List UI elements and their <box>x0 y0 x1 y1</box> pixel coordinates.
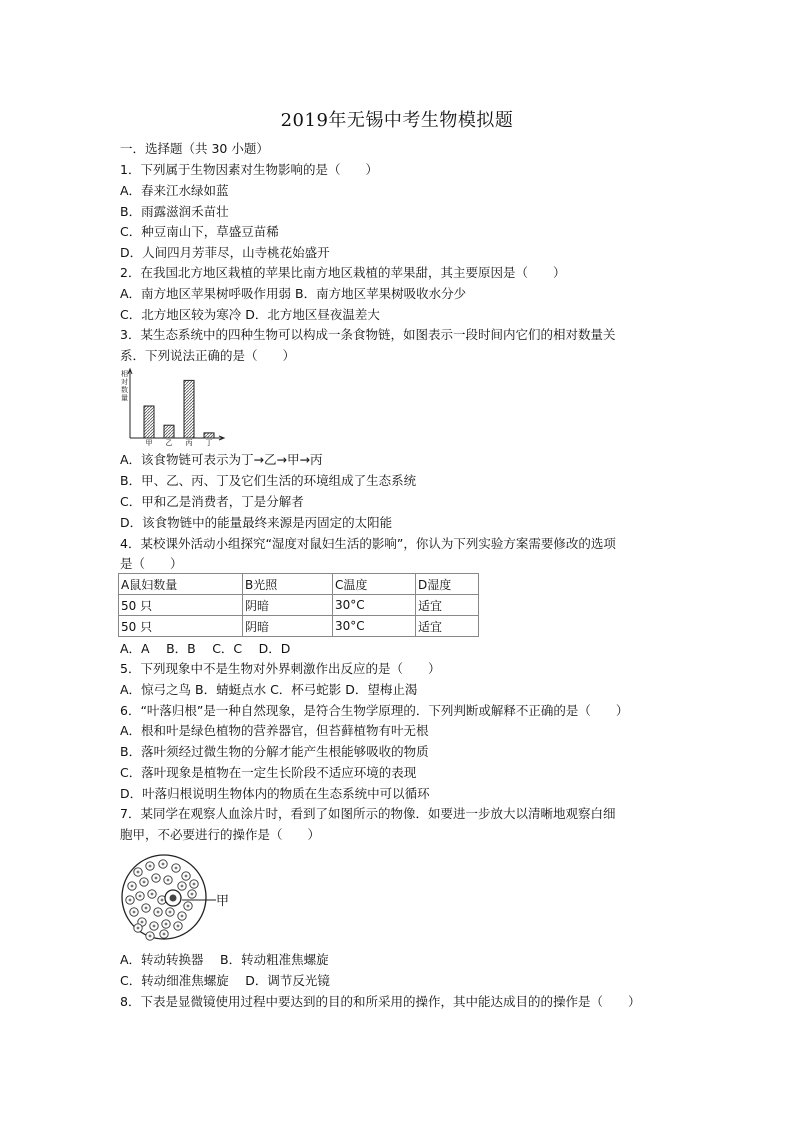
cell-center <box>153 925 156 928</box>
q3-option-d: D．该食物链中的能量最终来源是丙固定的太阳能 <box>120 515 393 530</box>
question-3-stem-cont: 系．下列说法正确的是（ ） <box>120 348 296 363</box>
cell-center <box>185 875 188 878</box>
cell-center <box>193 883 196 886</box>
cell-center <box>149 865 152 868</box>
table-cell: 适宜 <box>416 595 479 616</box>
cell-center <box>161 899 164 902</box>
q1-option-c: C．种豆南山下，草盛豆苗稀 <box>120 224 279 239</box>
cell-center <box>169 911 172 914</box>
q7-options-ab: A．转动转换器 B．转动粗准焦螺旋 <box>120 952 329 967</box>
table-header-cell: C温度 <box>333 574 416 595</box>
cell-center <box>143 881 146 884</box>
cell-label: 甲 <box>216 894 230 909</box>
cell-center <box>191 893 194 896</box>
bar-1 <box>144 406 154 438</box>
table-cell: 50 只 <box>119 595 243 616</box>
cell-center <box>167 879 170 882</box>
cell-center <box>139 895 142 898</box>
bar-2 <box>164 425 174 438</box>
table-row <box>119 595 479 616</box>
cell-center <box>157 911 160 914</box>
table-header-cell: B光照 <box>243 574 333 595</box>
cell-center <box>145 907 148 910</box>
q3-option-c: C．甲和乙是消费者，丁是分解者 <box>120 494 304 509</box>
q7-options-cd: C．转动细准焦螺旋 D．调节反光镜 <box>120 973 330 988</box>
q2-options-ab: A．南方地区苹果树呼吸作用弱 B．南方地区苹果树吸收水分少 <box>120 286 467 301</box>
cell-center <box>181 885 184 888</box>
cell-center <box>175 867 178 870</box>
question-5-stem: 5．下列现象中不是生物对外界刺激作出反应的是（ ） <box>120 661 441 676</box>
cell-center <box>181 915 184 918</box>
cell-center <box>165 923 168 926</box>
category-label: 丁 <box>205 439 213 446</box>
cell-center <box>155 877 158 880</box>
question-4-stem: 4．某校课外活动小组探究“湿度对鼠妇生活的影响”，你认为下列实验方案需要修改的选项 <box>120 536 616 551</box>
category-label: 丙 <box>185 439 193 446</box>
q5-options: A．惊弓之鸟 B．蜻蜓点水 C．杯弓蛇影 D．望梅止渴 <box>120 682 418 697</box>
bar-4 <box>204 433 214 438</box>
cell-center <box>137 871 140 874</box>
q6-option-c: C．落叶现象是植物在一定生长阶段不适应环境的表现 <box>120 765 417 780</box>
table-cell: 阴暗 <box>243 616 333 637</box>
cell-center <box>149 935 152 938</box>
q3-option-a: A．该食物链可表示为丁→乙→甲→丙 <box>120 452 323 467</box>
table-cell: 适宜 <box>416 616 479 637</box>
bar-3 <box>184 380 194 438</box>
q7-blood-smear-figure <box>118 850 243 945</box>
cell-center <box>129 899 132 902</box>
y-axis-label: 相对数量 <box>121 370 128 402</box>
q6-option-b: B．落叶须经过微生物的分解才能产生根能够吸收的物质 <box>120 744 429 759</box>
q6-option-d: D．叶落归根说明生物体内的物质在生态系统中可以循环 <box>120 786 430 801</box>
cell-center <box>141 921 144 924</box>
cell-center <box>137 927 140 930</box>
q3-bar-chart <box>120 366 230 446</box>
section-heading: 一．选择题（共 30 小题） <box>120 141 269 156</box>
question-3-stem: 3．某生态系统中的四种生物可以构成一条食物链，如图表示一段时间内它们的相对数量关 <box>120 327 616 342</box>
q6-option-a: A．根和叶是绿色植物的营养器官，但苔藓植物有叶无根 <box>120 723 429 738</box>
question-6-stem: 6．“叶落归根”是一种自然现象，是符合生物学原理的．下列判断或解释不正确的是（ ） <box>120 703 629 718</box>
category-label: 甲 <box>145 439 153 446</box>
q3-option-b: B．甲、乙、丙、丁及它们生活的环境组成了生态系统 <box>120 473 417 488</box>
table-cell: 30°C <box>333 595 416 616</box>
cell-center <box>177 925 180 928</box>
cell-center <box>131 885 134 888</box>
table-cell: 30°C <box>333 616 416 637</box>
table-header-row <box>119 574 479 595</box>
cell-center <box>187 905 190 908</box>
question-2-stem: 2．在我国北方地区栽植的苹果比南方地区栽植的苹果甜，其主要原因是（ ） <box>120 265 566 280</box>
table-cell: 阴暗 <box>243 595 333 616</box>
table-header-cell: D湿度 <box>416 574 479 595</box>
cell-nucleus <box>170 895 177 902</box>
table-cell: 50 只 <box>119 616 243 637</box>
page-title: 2019年无锡中考生物模拟题 <box>280 110 514 131</box>
question-7-stem-cont: 胞甲，不必要进行的操作是（ ） <box>120 827 321 842</box>
table-row <box>119 616 479 637</box>
q1-option-d: D．人间四月芳菲尽，山寺桃花始盛开 <box>120 245 330 260</box>
category-label: 乙 <box>165 439 173 446</box>
q1-option-b: B．雨露滋润禾苗壮 <box>120 204 229 219</box>
cell-center <box>133 911 136 914</box>
question-8-stem: 8．下表是显微镜使用过程中要达到的目的和所采用的操作，其中能达成目的的操作是（ ） <box>120 994 641 1009</box>
q4-options: A．A B．B C．C D．D <box>120 641 291 656</box>
q1-option-a: A．春来江水绿如蓝 <box>120 183 229 198</box>
cell-center <box>163 933 166 936</box>
question-4-stem-cont: 是（ ） <box>120 556 183 571</box>
q4-experiment-table <box>118 573 479 637</box>
table-header-cell: A鼠妇数量 <box>119 574 243 595</box>
cell-center <box>151 893 154 896</box>
cell-center <box>162 863 165 866</box>
question-7-stem: 7．某同学在观察人血涂片时，看到了如图所示的物像．如要进一步放大以清晰地观察白细 <box>120 806 616 821</box>
q2-options-cd: C．北方地区较为寒冷 D．北方地区昼夜温差大 <box>120 307 380 322</box>
question-1-stem: 1．下列属于生物因素对生物影响的是（ ） <box>120 162 378 177</box>
